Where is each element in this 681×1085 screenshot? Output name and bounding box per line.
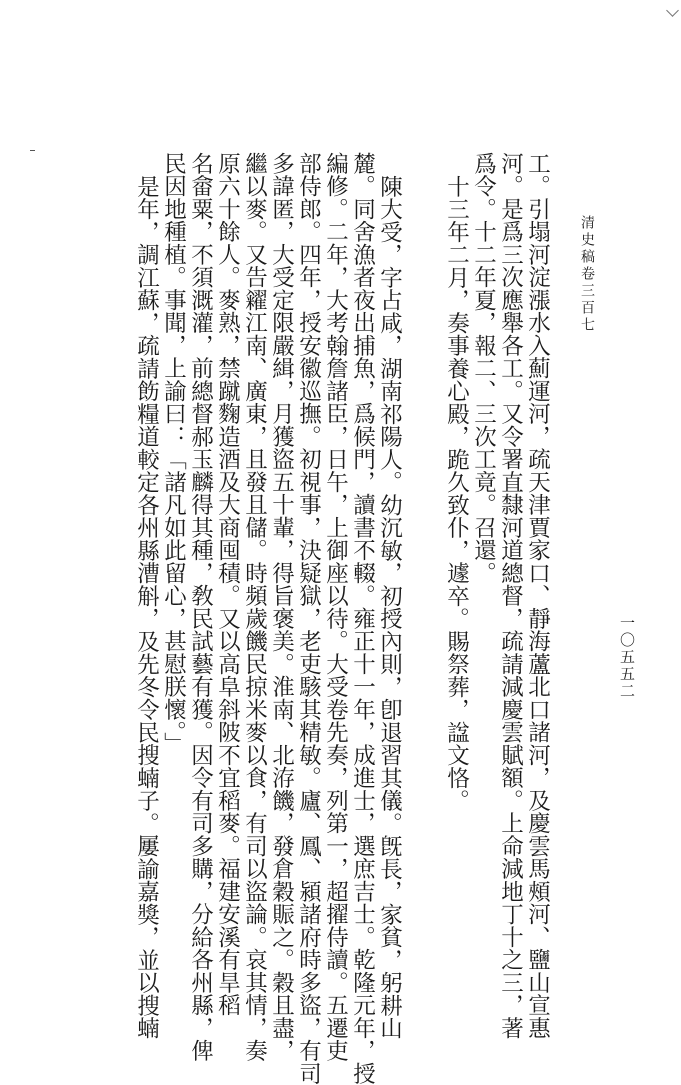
text-column: 十三年二月，奏事養心殿，跪久致仆，遽卒。賜祭葬，諡文恪。	[443, 175, 470, 812]
running-head: 清史稿卷三百七	[579, 215, 595, 334]
text-column: 麓。同舍漁者夜出捕魚，爲候門，讀書不輟。雍正十一年，成進士，選庶吉士。乾隆元年，授	[349, 152, 376, 1085]
text-column: 民因地種植。事聞，上諭曰：「諸凡如此留心，甚慰朕懷。」	[160, 152, 187, 755]
text-column: 河。是爲三次應舉各工。又令署直隸河道總督，疏請減慶雲賦額。上命減地丁十之三，著	[497, 152, 524, 1040]
text-column: 部侍郎。四年，授安徽巡撫。初視事，決疑獄，老吏駭其精敏。廬、鳳、潁諸府時多盜，有司	[295, 152, 322, 1085]
text-column: 是年，調江蘇，疏請飭糧道較定各州縣漕斛，及先冬令民搜蝻子。屢諭嘉獎，並以搜蝻	[133, 175, 160, 1040]
text-column: 名畲粟，不須溉灌，前總督郝玉麟得其種，敎民試藝有獲。因令有司多購，分給各州縣，俾	[187, 152, 214, 1062]
text-column: 繼以麥。又告糴江南、廣東，且發且儲。時頻歲饑民掠米麥以食，有司以盜論。哀其情，奏	[241, 152, 268, 1062]
page-number: 一〇五五二	[618, 615, 636, 700]
corner-mark	[666, 4, 679, 17]
text-column: 工。引塌河淀漲水入薊運河，疏天津賈家口、靜海蘆北口諸河，及慶雲馬頰河、鹽山宣惠	[524, 152, 551, 1040]
text-column: 原六十餘人。麥熟，禁蹴麴造酒及大商囤積。又以高阜斜陂不宜稻麥。福建安溪有旱稻	[214, 152, 241, 1017]
text-column: 多諱匿，大受定限嚴緝，月獲盜五十輩，得旨褒美。淮南、北洊饑，發倉穀賑之。穀且盡，	[268, 152, 295, 1062]
text-column: 陳大受，字占咸，湖南祁陽人。幼沉敏，初授內則，卽退習其儀。旣長，家貧，躬耕山	[376, 175, 403, 1040]
text-column: 爲令。十二年夏，報二、三次工竟。召還。	[470, 152, 497, 585]
text-column: 編修。二年，大考翰詹諸臣，日午，上御座以待。大受卷先奏，列第一，超擢侍讀。五遷吏	[322, 152, 349, 1062]
scan-mark	[30, 150, 35, 151]
